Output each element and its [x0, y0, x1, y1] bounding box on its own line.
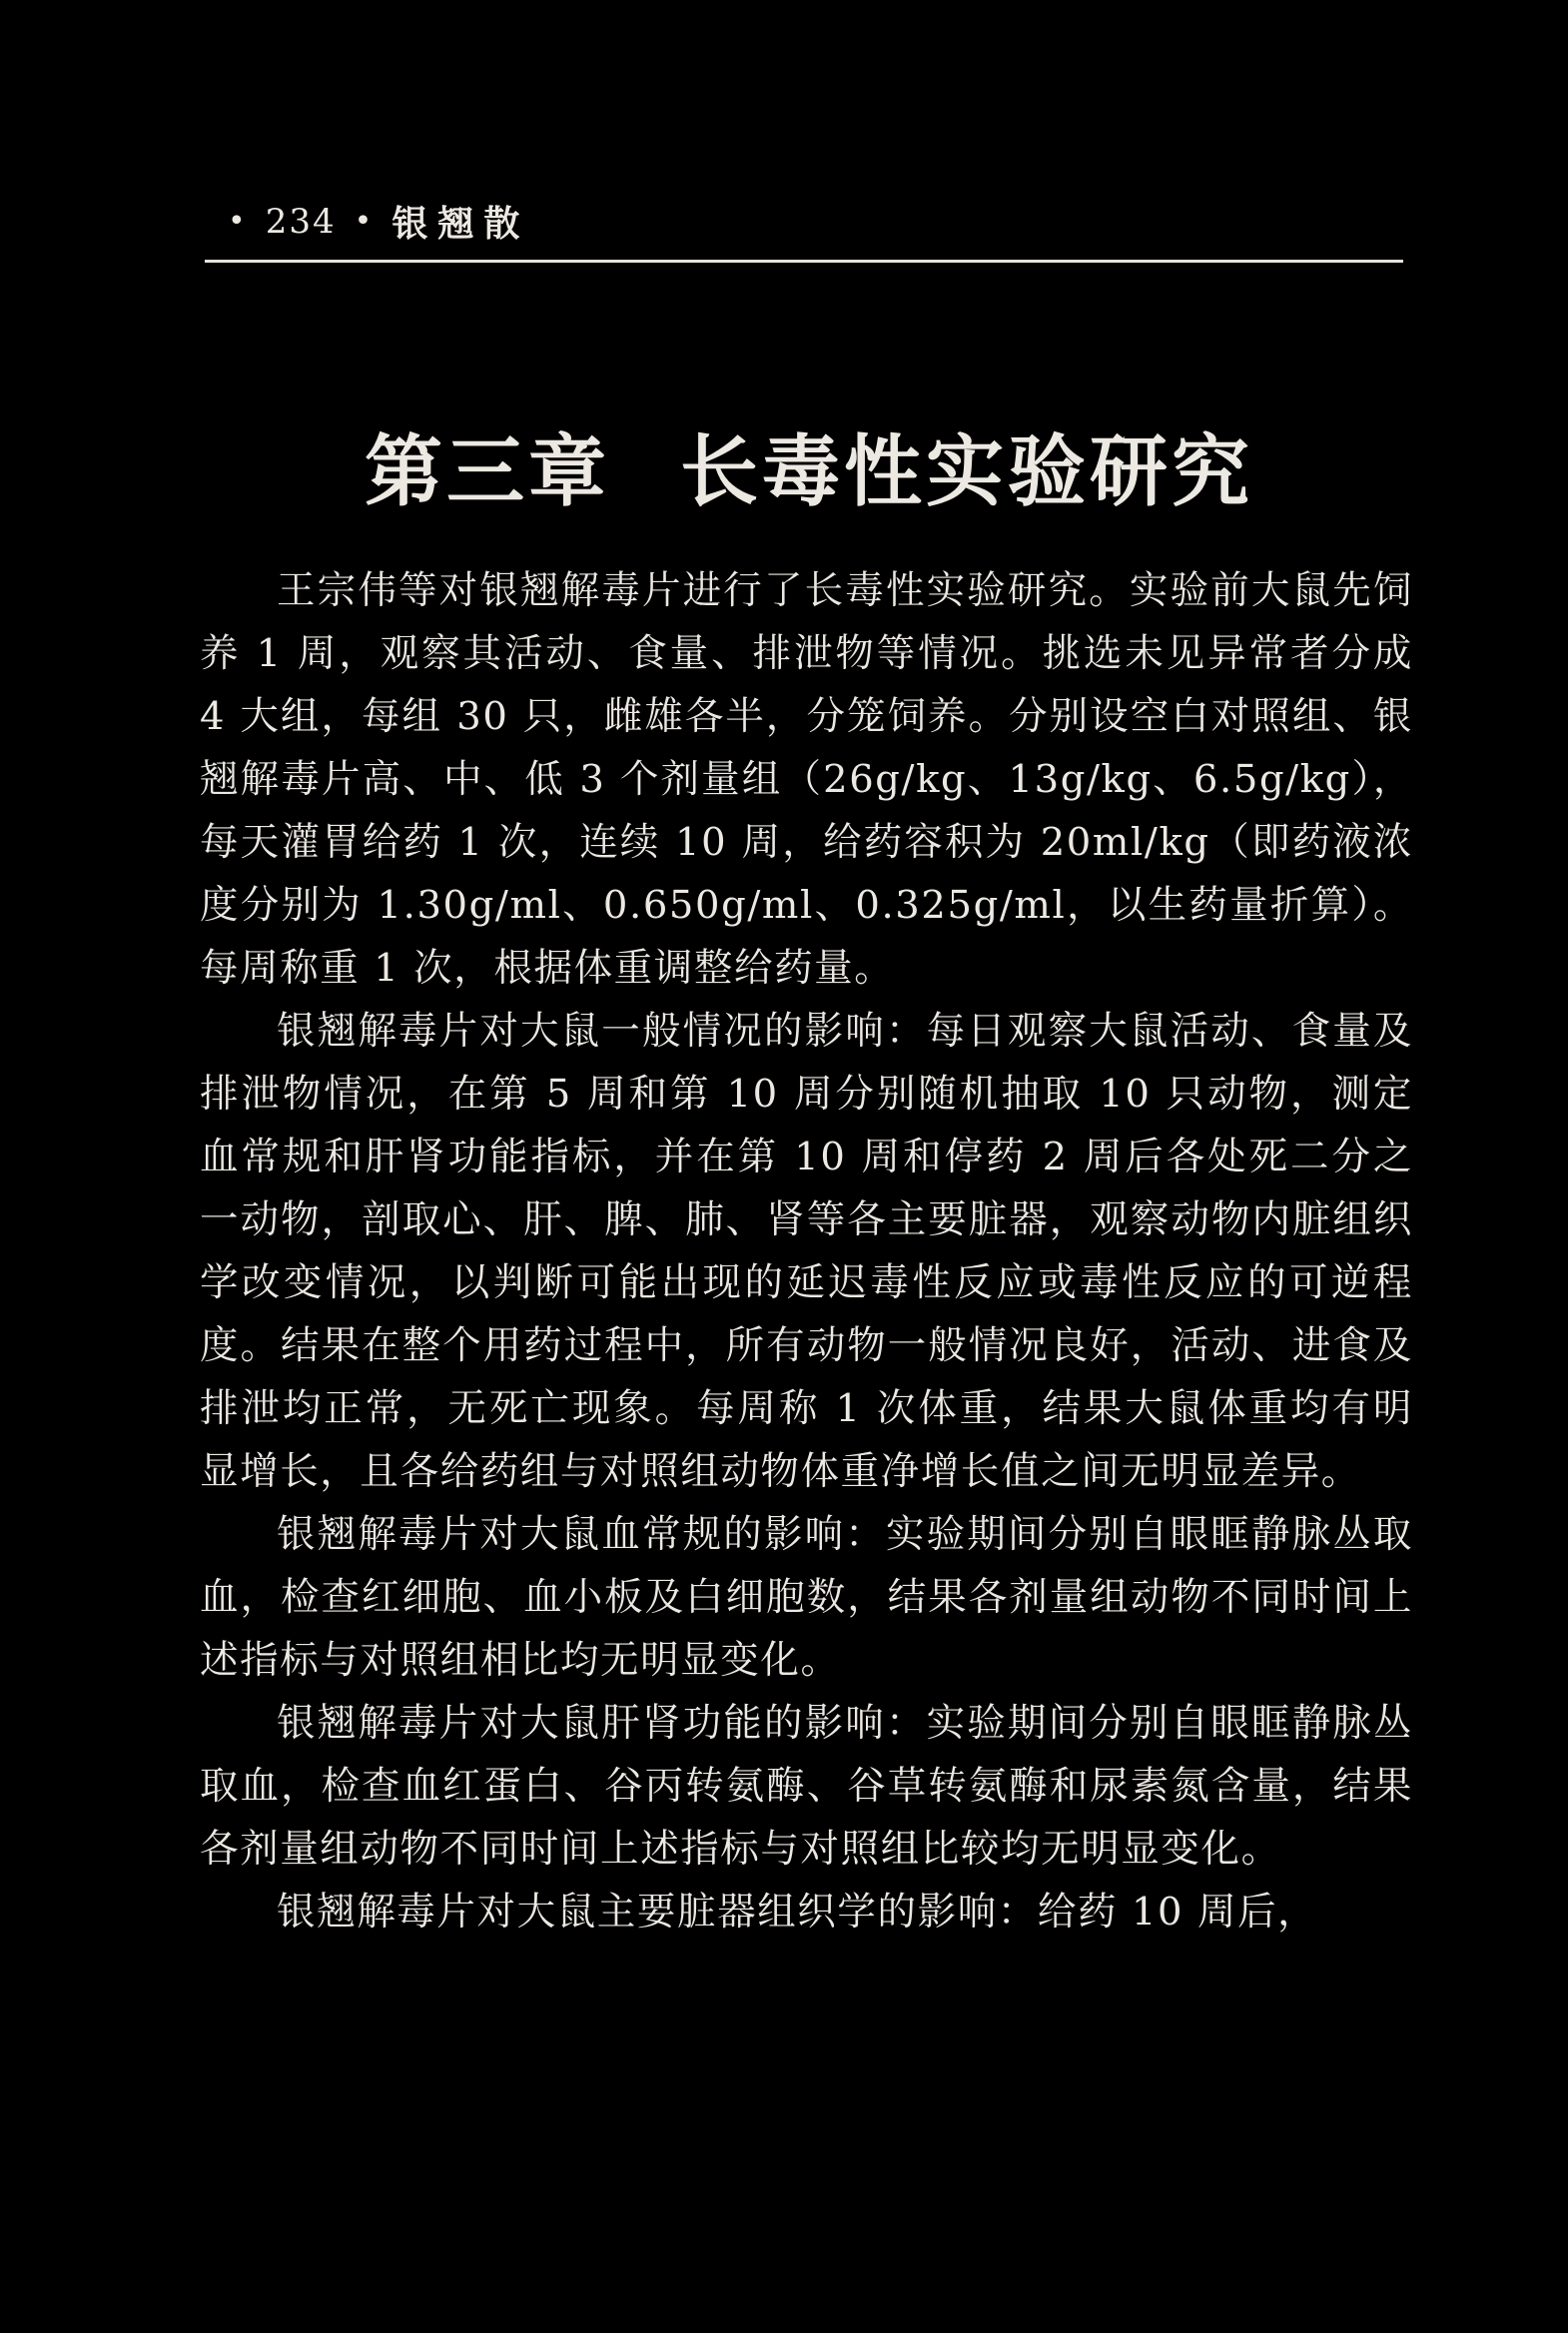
chapter-number: 第三章: [364, 426, 610, 517]
header-dot-left: •: [228, 204, 248, 239]
chapter-title: 长毒性实验研究: [680, 426, 1254, 517]
header-rule: [205, 260, 1403, 263]
paragraph: 银翘解毒片对大鼠血常规的影响：实验期间分别自眼眶静脉丛取血，检查红细胞、血小板及白细胞数，结果各剂量组动物不同时间上述指标与对照组相比均无明显变化。: [200, 1512, 1413, 1683]
body-text: [200, 559, 1413, 1944]
page-number: 234: [265, 201, 337, 242]
chapter-heading: [0, 409, 1568, 521]
paragraph: 银翘解毒片对大鼠肝肾功能的影响：实验期间分别自眼眶静脉丛取血，检查血红蛋白、谷丙转氨酶、谷草转氨酶和尿素氮含量，结果各剂量组动物不同时间上述指标与对照组比较均无明显变化。: [200, 1701, 1413, 1872]
header-dot-right: •: [354, 204, 375, 239]
book-title: 银翘散: [392, 203, 530, 245]
running-header: [228, 196, 1406, 247]
paragraph: 银翘解毒片对大鼠主要脏器组织学的影响：给药 10 周后，: [277, 1890, 1318, 1935]
paragraph: 王宗伟等对银翘解毒片进行了长毒性实验研究。实验前大鼠先饲养 1 周，观察其活动、食量、排泄物等情况。挑选未见异常者分成 4 大组，每组 30 只，雌雄各半，分笼饲养。分别设空白对照组、银翘解毒片高、中、低 3 个剂量组（26g/kg、13g/kg、6.5g/kg），每天灌胃给药 1 次，连续 10 周，给药容积为 20ml/kg（即药液浓度分别为 1.30g/ml、0.650g/ml、0.325g/ml，以生药量折算）。每周称重 1 次，根据体重调整给药量。: [200, 568, 1413, 991]
paragraph: 银翘解毒片对大鼠一般情况的影响：每日观察大鼠活动、食量及排泄物情况，在第 5 周和第 10 周分别随机抽取 10 只动物，测定血常规和肝肾功能指标，并在第 10 周和停药 2 周后各处死二分之一动物，剖取心、肝、脾、肺、肾等各主要脏器，观察动物内脏组织学改变情况，以判断可能出现的延迟毒性反应或毒性反应的可逆程度。结果在整个用药过程中，所有动物一般情况良好，活动、进食及排泄均正常，无死亡现象。每周称 1 次体重，结果大鼠体重均有明显增长，且各给药组与对照组动物体重净增长值之间无明显差异。: [200, 1009, 1413, 1494]
